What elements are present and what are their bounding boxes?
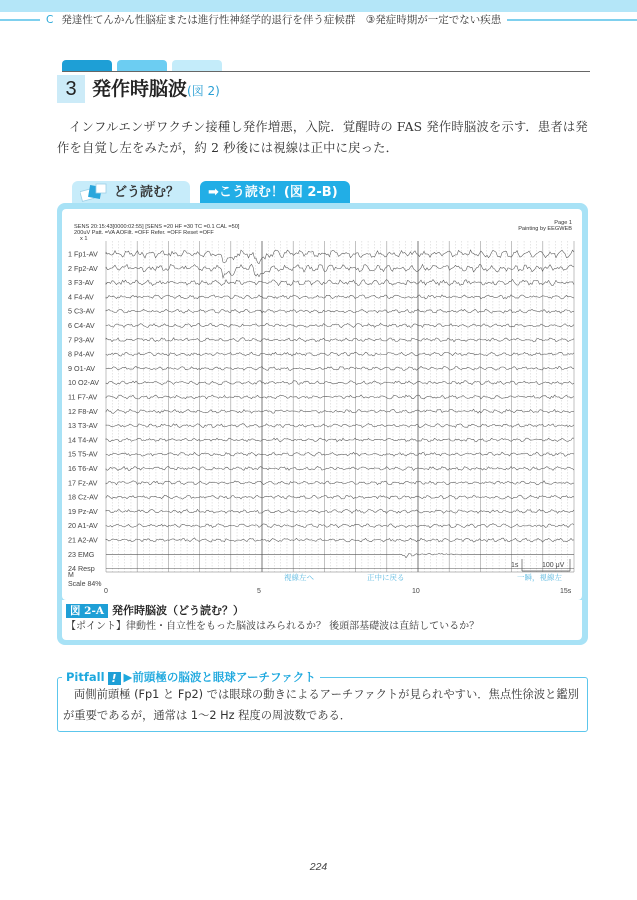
exclamation-icon: ! xyxy=(108,672,121,685)
eeg-chart xyxy=(62,209,582,600)
figure-label: 図 2-A xyxy=(66,604,108,618)
channel-label: 8 P4-AV xyxy=(68,349,95,359)
channel-label: 12 F8-AV xyxy=(68,406,98,416)
channel-label: 23 EMG xyxy=(68,549,95,559)
channel-label: 7 P3-AV xyxy=(68,335,95,345)
figure-title: 発作時脳波（どう読む？） xyxy=(112,604,244,617)
time-tick-0: 0 xyxy=(104,588,108,595)
eeg-header-line-2: 200uV Patt. =VA AOFilt. =OFF Refer. =OFF Reset =OFF xyxy=(74,230,214,236)
eeg-header-line-3: x 1 xyxy=(80,236,88,242)
pitfall-heading xyxy=(62,669,320,685)
eeg-traces xyxy=(106,250,574,569)
channel-label: 24 Resp xyxy=(68,564,95,574)
eeg-page-label: Page 1 xyxy=(554,220,572,226)
channel-label: 18 Cz-AV xyxy=(68,492,99,502)
tab-how-to-read[interactable] xyxy=(72,181,190,204)
channel-label: 2 Fp2-AV xyxy=(68,263,98,273)
figure-reference-link[interactable]: (図 2) xyxy=(187,84,220,98)
eeg-channel-labels xyxy=(68,250,99,574)
top-color-band xyxy=(0,0,637,12)
tab-answer-link[interactable]: ➡こう読む！(図 2-B) xyxy=(200,181,350,204)
figure-point: 【ポイント】律動性・自立性をもった脳波はみられるか？ 後頭部基礎波は直結しているか？ xyxy=(66,621,480,632)
body-paragraph: インフルエンザワクチン接種し発作増悪，入院．覚醒時の FAS 発作時脳波を示す．患者は発作を自覚し左をみたが，約 2 秒後には視線は正中に戻った． xyxy=(57,120,588,155)
channel-label: 5 C3-AV xyxy=(68,306,95,316)
marker-label: M xyxy=(68,572,74,579)
eeg-printer-label: Painting by EEGWEB xyxy=(518,226,572,232)
channel-label: 15 T5-AV xyxy=(68,449,98,459)
running-title: 発達性てんかん性脳症または進行性神経学的退行を伴う症候群 ③発症時期が一定でない疾患 xyxy=(61,14,502,26)
calibration-amplitude: 100 μV xyxy=(542,562,565,569)
eeg-header-line-1: SENS 20:15:43[0000:02:55] [SENS =20 HF =30 TC =0.1 CAL =50] xyxy=(74,224,240,230)
tab-how-to-read-label: どう読む？ xyxy=(114,185,180,200)
section-rule xyxy=(62,71,590,72)
annotation-return-center: 正中に戻る xyxy=(367,573,405,582)
section-title xyxy=(92,75,220,105)
channel-label: 20 A1-AV xyxy=(68,521,98,531)
channel-label: 11 F7-AV xyxy=(68,392,98,402)
channel-label: 21 A2-AV xyxy=(68,535,98,545)
pitfall-label: Pitfall xyxy=(66,670,105,684)
section-title-text: 発作時脳波 xyxy=(92,78,188,100)
page-number: 224 xyxy=(309,861,328,873)
annotation-gaze-left: 視線左へ xyxy=(284,573,314,582)
section-letter: C xyxy=(46,14,54,26)
calibration-time: 1s xyxy=(511,562,519,569)
channel-label: 13 T3-AV xyxy=(68,421,98,431)
calibration-marker xyxy=(511,559,570,571)
pitfall-text: 両側前頭極 (Fp1 と Fp2) では眼球の動きによるアーチファクトが見られやすい．焦点性徐波と鑑別が重要であるが，通常は 1〜2 Hz 程度の周波数である． xyxy=(63,688,579,722)
channel-label: 9 O1-AV xyxy=(68,363,96,373)
channel-label: 10 O2-AV xyxy=(68,378,100,388)
time-tick-15: 15s xyxy=(560,588,572,595)
section-number: 3 xyxy=(57,75,85,103)
channel-label: 4 F4-AV xyxy=(68,292,94,302)
eeg-grid xyxy=(106,241,574,572)
scale-label: Scale 84% xyxy=(68,581,102,588)
annotation-brief-gaze-left: 一瞬，視線左 xyxy=(517,573,562,582)
channel-label: 6 C4-AV xyxy=(68,321,95,330)
channel-label: 16 T6-AV xyxy=(68,464,98,473)
time-tick-10: 10 xyxy=(412,588,420,595)
time-tick-5: 5 xyxy=(257,588,261,595)
channel-label: 19 Pz-AV xyxy=(68,506,98,516)
channel-label: 1 Fp1-AV xyxy=(68,249,98,259)
channel-label: 17 Fz-AV xyxy=(68,478,98,488)
pitfall-title: ▶前頭極の脳波と眼球アーチファクト xyxy=(123,670,316,684)
channel-label: 3 F3-AV xyxy=(68,278,94,288)
running-header xyxy=(40,12,507,28)
reading-cards-icon xyxy=(80,183,108,203)
channel-label: 14 T4-AV xyxy=(68,435,98,445)
